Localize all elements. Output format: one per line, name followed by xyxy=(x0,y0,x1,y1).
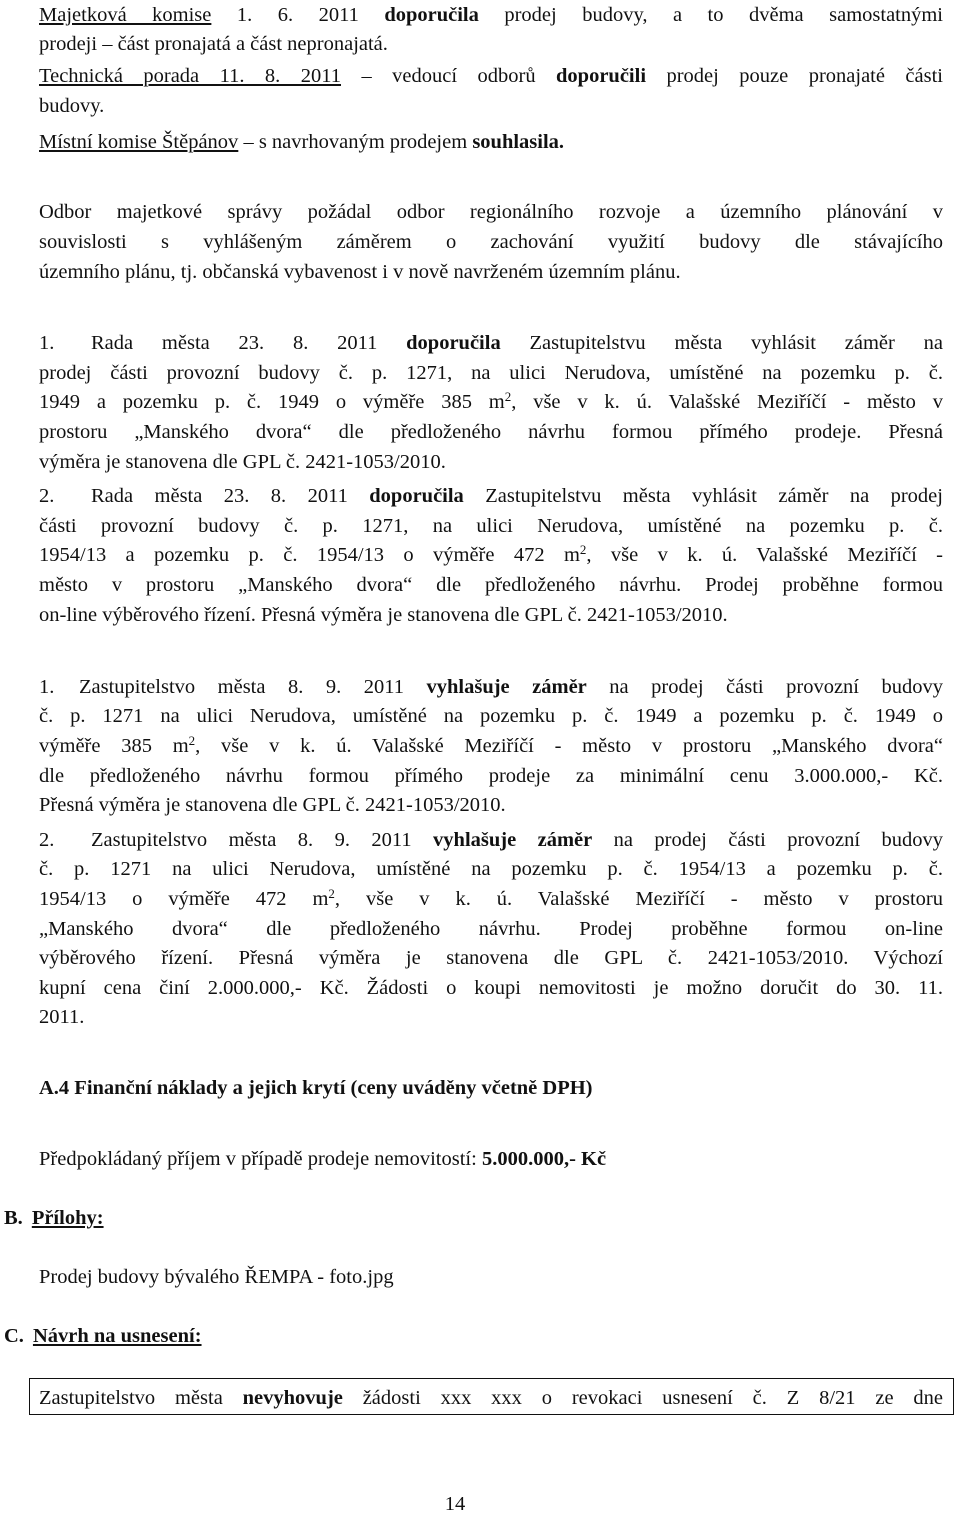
expected-income-value: 5.000.000,- Kč xyxy=(481,1148,607,1170)
rada-item-2-line-4: město v prostoru „Manského dvora“ dle předloženého návrhu. Prodej proběhne formou xyxy=(39,574,943,596)
section-b-heading: B. Přílohy: xyxy=(4,1207,104,1229)
odbor-paragraph-line-1: Odbor majetkové správy požádal odbor regionálního rozvoje a územního plánování v xyxy=(39,201,943,223)
zast-item-1-line-2: č. p. 1271 na ulici Nerudova, umístěné na pozemku p. č. 1949 a pozemku p. č. 1949 o xyxy=(39,705,943,727)
rada-item-2-line-1: 2. Rada města 23. 8. 2011 doporučila Zastupitelstvu města vyhlásit záměr na prodej xyxy=(39,485,943,507)
section-a4-heading: A.4 Finanční náklady a jejich krytí (ceny uváděny včetně DPH) xyxy=(39,1077,593,1099)
zast-item-2-line-1: 2. Zastupitelstvo města 8. 9. 2011 vyhlašuje záměr na prodej části provozní budovy xyxy=(39,829,943,851)
zast-item-1-line-4: dle předloženého návrhu formou přímého prodeje za minimální cenu 3.000.000,- Kč. xyxy=(39,765,943,787)
rada-item-1-line-4: prostoru „Manského dvora“ dle předloženého návrhu formou přímého prodeje. Přesná xyxy=(39,421,943,443)
zast-item-2-line-2: č. p. 1271 na ulici Nerudova, umístěné na pozemku p. č. 1954/13 a pozemku p. č. xyxy=(39,858,943,880)
odbor-paragraph-line-2: souvislosti s vyhlášeným záměrem o zachování využití budovy dle stávajícího xyxy=(39,231,943,253)
page-number: 14 xyxy=(444,1493,466,1515)
mistni-komise-line: Místní komise Štěpánov – s navrhovaným prodejem souhlasila. xyxy=(39,131,565,153)
rada-item-2-number: 2. xyxy=(39,485,55,507)
attachment-link[interactable]: Prodej budovy bývalého ŘEMPA - foto.jpg xyxy=(39,1266,394,1288)
zast-item-2-line-4: „Manského dvora“ dle předloženého návrhu. Prodej proběhne formou on-line xyxy=(39,918,943,940)
zast-item-2-line-3: 1954/13 o výměře 472 $m^2$, vše v k. ú. Valašské Meziříčí - město v prostoru xyxy=(39,886,943,910)
resolution-text: Zastupitelstvo města nevyhovuje žádosti xxx xxx o revokaci usnesení č. Z 8/21 ze dne xyxy=(39,1387,943,1409)
zast-item-2-line-5: výběrového řízení. Přesná výměra je stanovena dle GPL č. 2421-1053/2010. Výchozí xyxy=(39,947,943,969)
zast-item-1-line-3: výměře 385 $m^2$, vše v k. ú. Valašské Meziříčí - město v prostoru „Manského dvora“ xyxy=(39,733,943,757)
technicka-porada-line-1: Technická porada 11. 8. 2011 – vedoucí odborů doporučili prodej pouze pronajaté části xyxy=(39,65,943,87)
rada-item-1-line-2: prodej části provozní budovy č. p. 1271, na ulici Nerudova, umístěné na pozemku p. č. xyxy=(39,362,943,384)
rada-item-2-line-5: on-line výběrového řízení. Přesná výměra je stanovena dle GPL č. 2421-1053/2010. xyxy=(39,604,728,626)
rada-item-1-line-3: 1949 a pozemku p. č. 1949 o výměře 385 $m^2$, vše v k. ú. Valašské Meziříčí - město v xyxy=(39,389,943,413)
rada-item-2-line-2: části provozní budovy č. p. 1271, na ulici Nerudova, umístěné na pozemku p. č. xyxy=(39,515,943,537)
zast-item-1-number: 1. xyxy=(39,676,55,698)
odbor-paragraph-line-3: územního plánu, tj. občanská vybavenost i v nově navrženém územním plánu. xyxy=(39,261,681,283)
rada-item-1-line-5: výměra je stanovena dle GPL č. 2421-1053/2010. xyxy=(39,451,446,473)
technicka-porada-line-2: budovy. xyxy=(39,95,105,117)
zast-item-2-number: 2. xyxy=(39,829,55,851)
majetkova-komise-line-1: Majetková komise 1. 6. 2011 doporučila prodej budovy, a to dvěma samostatnými xyxy=(39,4,943,26)
section-c-heading: C. Návrh na usnesení: xyxy=(4,1325,202,1347)
zast-item-2-line-7: 2011. xyxy=(39,1006,85,1028)
zast-item-1-line-5: Přesná výměra je stanovena dle GPL č. 2421-1053/2010. xyxy=(39,794,506,816)
majetkova-komise-line-2: prodeji – část pronajatá a část nepronajatá. xyxy=(39,33,388,55)
rada-item-1-number: 1. xyxy=(39,332,55,354)
expected-income-line: Předpokládaný příjem v případě prodeje nemovitostí: 5.000.000,- Kč xyxy=(39,1148,607,1170)
rada-item-1-line-1: 1. Rada města 23. 8. 2011 doporučila Zastupitelstvu města vyhlásit záměr na xyxy=(39,332,943,354)
zast-item-2-line-6: kupní cena činí 2.000.000,- Kč. Žádosti o koupi nemovitosti je možno doručit do 30. 11. xyxy=(39,977,943,999)
zast-item-1-line-1: 1. Zastupitelstvo města 8. 9. 2011 vyhlašuje záměr na prodej části provozní budovy xyxy=(39,676,943,698)
rada-item-2-line-3: 1954/13 a pozemku p. č. 1954/13 o výměře 472 $m^2$, vše v k. ú. Valašské Meziříčí - xyxy=(39,542,944,566)
